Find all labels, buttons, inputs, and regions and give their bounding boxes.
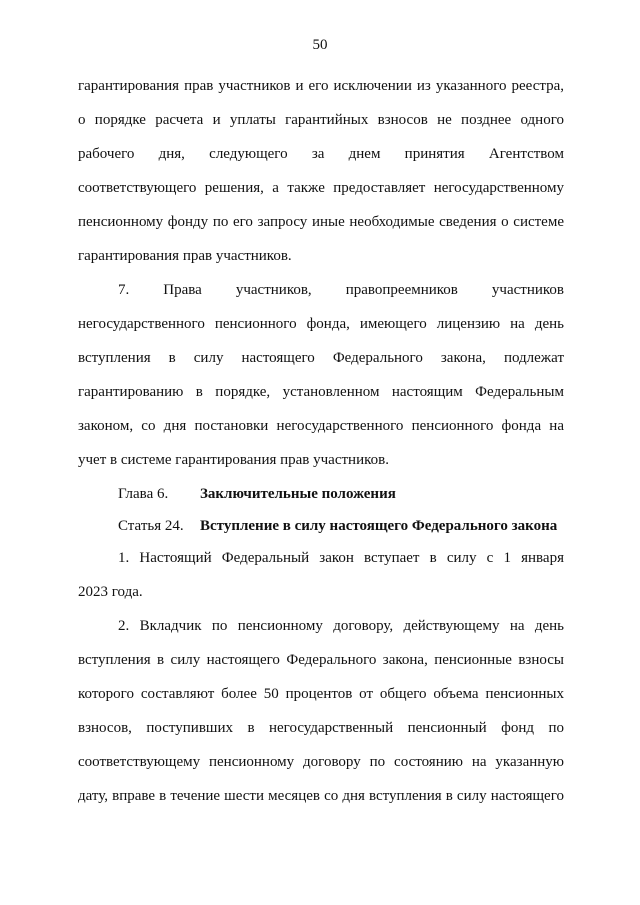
- page-number: 50: [312, 37, 328, 53]
- article-label: Статья 24.: [118, 518, 184, 534]
- text-line: гарантирования прав участников и его исключении из указанного реестра,: [78, 78, 564, 94]
- text-line: 7. Права участников, правопреемников участников: [118, 282, 564, 298]
- chapter-label: Глава 6.: [118, 486, 169, 502]
- text-line: рабочего дня, следующего за днем принятия Агентством: [78, 146, 564, 162]
- text-line: гарантированию в порядке, установленном настоящим Федеральным: [78, 384, 564, 400]
- text-line: 2023 года.: [78, 584, 143, 600]
- text-line: дату, вправе в течение шести месяцев со дня вступления в силу настоящего: [78, 788, 564, 804]
- text-line: гарантирования прав участников.: [78, 248, 292, 264]
- text-line: 1. Настоящий Федеральный закон вступает в силу с 1 января: [118, 550, 564, 566]
- text-line: пенсионному фонду по его запросу иные необходимые сведения о системе: [78, 214, 564, 230]
- text-line: соответствующего решения, а также предоставляет негосударственному: [78, 180, 564, 196]
- text-line: учет в системе гарантирования прав участников.: [78, 452, 389, 468]
- article-title: Вступление в силу настоящего Федерального закона: [200, 518, 558, 534]
- text-line: законом, со дня постановки негосударственного пенсионного фонда на: [78, 418, 564, 434]
- text-line: вступления в силу настоящего Федерального закона, пенсионные взносы: [78, 652, 564, 668]
- text-line: которого составляют более 50 процентов от общего объема пенсионных: [78, 686, 564, 702]
- text-line: 2. Вкладчик по пенсионному договору, действующему на день: [118, 618, 564, 634]
- chapter-title: Заключительные положения: [200, 486, 396, 502]
- text-line: негосударственного пенсионного фонда, имеющего лицензию на день: [78, 316, 564, 332]
- text-line: взносов, поступивших в негосударственный пенсионный фонд по: [78, 720, 564, 736]
- text-line: соответствующему пенсионному договору по состоянию на указанную: [78, 754, 564, 770]
- text-line: о порядке расчета и уплаты гарантийных взносов не позднее одного: [78, 112, 564, 128]
- text-line: вступления в силу настоящего Федерального закона, подлежат: [78, 350, 564, 366]
